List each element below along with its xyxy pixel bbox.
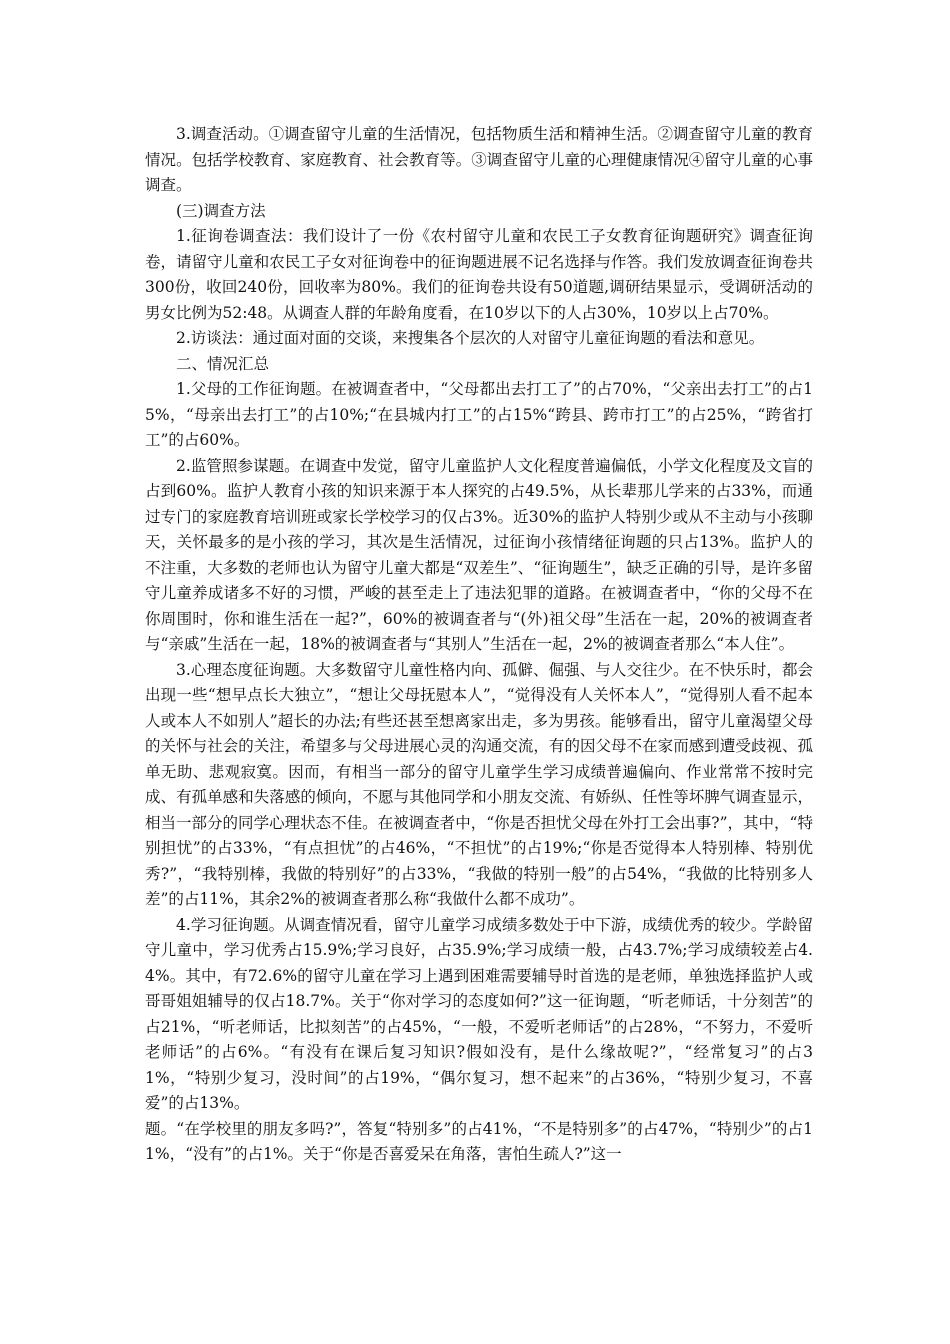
paragraph-learning: 4.学习征询题。从调查情况看，留守儿童学习成绩多数处于中下游，成绩优秀的较少。学龄留守儿童中，学习优秀占15.9%;学习良好，占35.9%;学习成绩一般，占43.7%;学习成绩较差占4.4%。其中，有72.6%的留守儿童在学习上遇到困难需要辅导时首选的是老师，单独选择监护人或哥哥姐姐辅导的仅占18.7%。关于“你对学习的态度如何?”这一征询题，“听老师话，十分刻苦”的占21%，“听老师话，比拟刻苦”的占45%，“一般，不爱听老师话”的占28%，“不努力，不爱听老师话”的占6%。“有没有在课后复习知识?假如没有，是什么缘故呢?”，“经常复习”的占31%，“特别少复习，没时间”的占19%，“偶尔复习，想不起来”的占36%，“特别少复习，不喜爱”的占13%。	[145, 915, 813, 1112]
paragraph-interview-method: 2.访谈法：通过面对面的交谈，来搜集各个层次的人对留守儿童征询题的看法和意见。	[176, 329, 765, 347]
paragraph-survey-activities: 3.调查活动。①调查留守儿童的生活情况，包括物质生活和精神生活。②调查留守儿童的教育情况。包括学校教育、家庭教育、社会教育等。③调查留守儿童的心理健康情况④留守儿童的心事调查。	[145, 125, 813, 194]
paragraph-questionnaire-method: 1.征询卷调查法：我们设计了一份《农村留守儿童和农民工子女教育征询题研究》调查征询卷，请留守儿童和农民工子女对征询卷中的征询题进展不记名选择与作答。我们发放调查征询卷共300份，收回240份，回收率为80%。我们的征询卷共设有50道题,调研结果显示，受调研活动的男女比例为52:48。从调查人群的年龄角度看，在10岁以下的人占30%，10岁以上占70%。	[145, 227, 813, 322]
heading-situation-summary: 二、情况汇总	[176, 354, 270, 373]
paragraph-psychology: 3.心理态度征询题。大多数留守儿童性格内向、孤僻、倔强、与人交往少。在不快乐时，都会出现一些“想早点长大独立”，“想让父母抚慰本人”，“觉得没有人关怀本人”，“觉得别人看不起本人或本人不如别人”超长的办法;有些还甚至想离家出走，多为男孩。能够看出，留守儿童渴望父母的关怀与社会的关注，希望多与父母进展心灵的沟通交流，有的因父母不在家而感到遭受歧视、孤单无助、悲观寂寞。因而，有相当一部分的留守儿童学生学习成绩普遍偏向、作业常常不按时完成、有孤单感和失落感的倾向，不愿与其他同学和小朋友交流、有娇纵、任性等坏脾气调查显示，相当一部分的同学心理状态不佳。在被调查者中，“你是否担忧父母在外打工会出事?”，其中，“特别担忧”的占33%，“有点担忧”的占46%，“不担忧”的占19%;“你是否觉得本人特别棒、特别优秀?”，“我特别棒，我做的特别好”的占33%，“我做的特别一般”的占54%，“我做的比特别多人差”的占11%，其余2%的被调查者那么称“我做什么都不成功”。	[145, 660, 813, 908]
paragraph-friends-fragment: 题。“在学校里的朋友多吗?”，答复“特别多”的占41%，“不是特别多”的占47%，“特别少”的占11%，“没有”的占1%。关于“你是否喜爱呆在角落，害怕生疏人?”这一	[145, 1119, 813, 1163]
heading-survey-methods: (三)调查方法	[176, 201, 266, 220]
paragraph-guardianship: 2.监管照参谋题。在调查中发觉，留守儿童监护人文化程度普遍偏低，小学文化程度及文盲的占到60%。监护人教育小孩的知识来源于本人探究的占49.5%，从长辈那儿学来的占33%，而通过专门的家庭教育培训班或家长学校学习的仅占3%。近30%的监护人特别少或从不主动与小孩聊天，关怀最多的是小孩的学习，其次是生活情况，过征询小孩情绪征询题的只占13%。监护人的不注重，大多数的老师也认为留守儿童大都是“双差生”、“征询题生”，缺乏正确的引导，是许多留守儿童养成诸多不好的习惯，严峻的甚至走上了违法犯罪的道路。在被调查者中，“你的父母不在你周围时，你和谁生活在一起?”，60%的被调查者与“(外)祖父母”生活在一起，20%的被调查者与“亲戚”生活在一起，18%的被调查者与“其别人”生活在一起，2%的被调查者那么“本人住”。	[145, 456, 813, 653]
document-page	[145, 122, 813, 1168]
paragraph-parents-work: 1.父母的工作征询题。在被调查者中，“父母都出去打工了”的占70%，“父亲出去打工”的占15%，“母亲出去打工”的占10%;“在县城内打工”的占15%“跨县、跨市打工”的占25%，“跨省打工”的占60%。	[145, 380, 813, 449]
